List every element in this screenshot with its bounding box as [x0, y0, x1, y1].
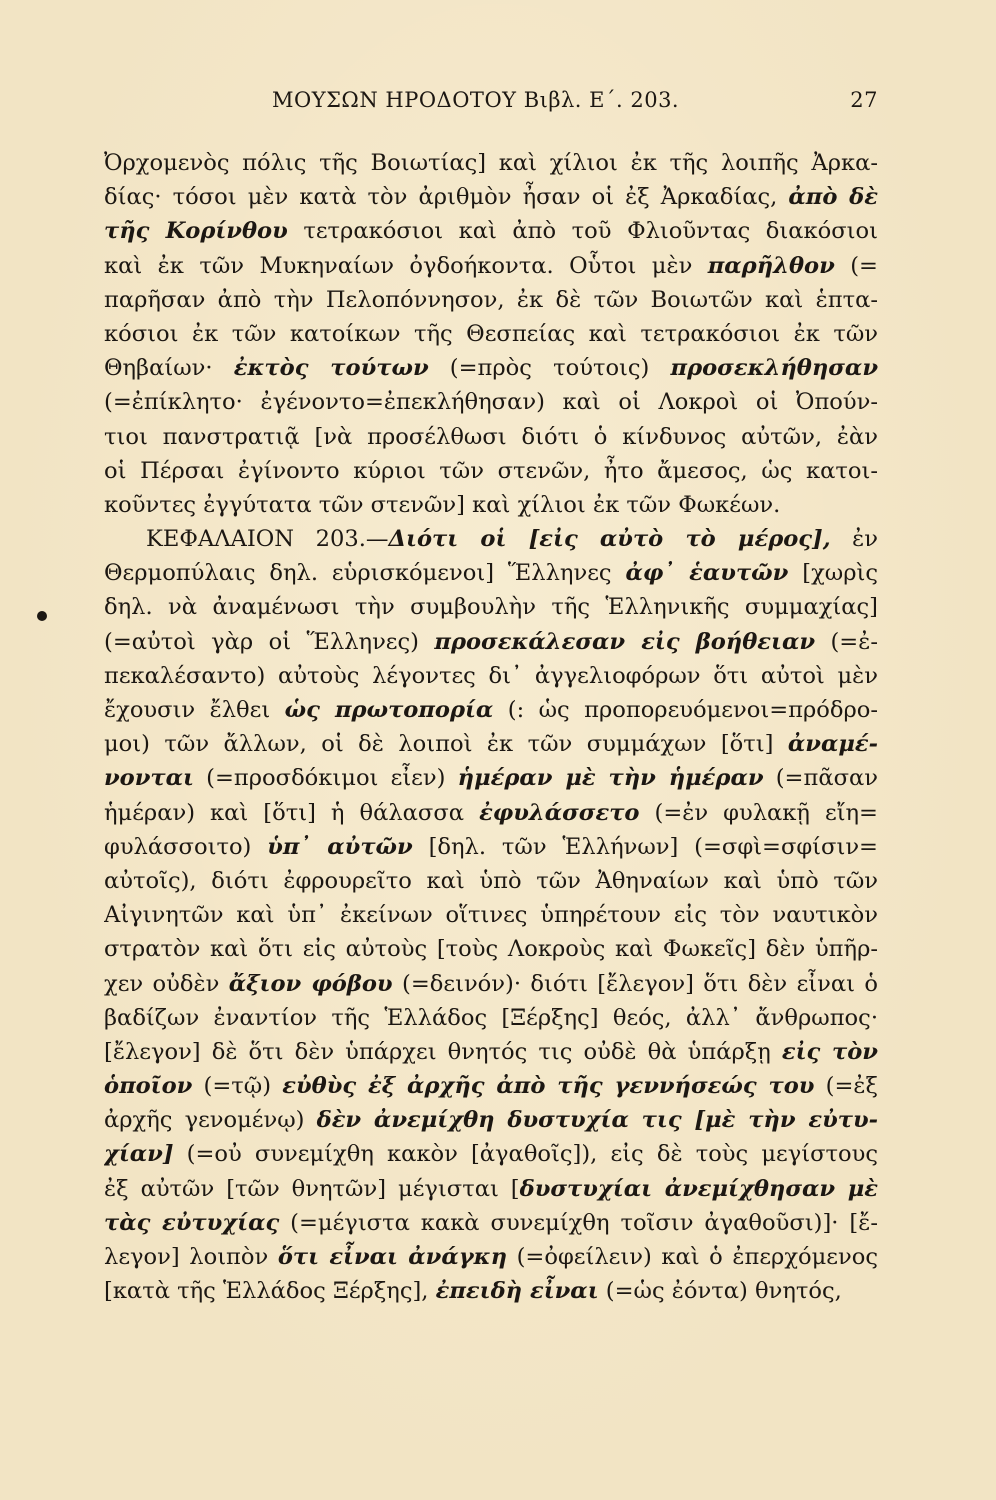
text-run: ἐν [830, 526, 878, 553]
text-line [104, 351, 878, 385]
text-line [104, 659, 878, 693]
text-line [104, 898, 878, 932]
text-line [104, 385, 878, 419]
emphasized-lemma: εὐθὺς ἐξ ἀρχῆς ἀπὸ τῆς γεννήσεώς του [282, 1073, 815, 1100]
text-line [104, 761, 878, 795]
text-run: τιοι πανστρατιᾷ [νὰ προσέλθωσι διότι ὁ κίνδυνος αὐτῶν, ἐὰν [104, 423, 878, 450]
text-line [104, 317, 878, 351]
text-run: (=ὡς ἐόντα) θνητός, [598, 1278, 842, 1305]
running-title: ΜΟΥΣΩΝ ΗΡΟΔΟΤΟΥ Βιβλ. Ε΄. 203. [272, 88, 680, 112]
text-run: (=προσδόκιμοι εἶεν) [193, 765, 458, 792]
text-line [104, 967, 878, 1001]
text-line [104, 727, 878, 761]
emphasized-lemma: ἡμέραν μὲ τὴν ἡμέραν [457, 765, 764, 792]
emphasized-lemma: τῆς Κορίνθου [104, 218, 288, 245]
text-run: βαδίζων ἐναντίον τῆς Ἑλλάδος [Ξέρξης] θεός, ἀλλ᾽ ἄνθρωπος· [104, 1004, 878, 1031]
text-run: (=μέγιστα κακὰ συνεμίχθη τοῖσιν ἀγαθοῦσι)]· [ἔ- [279, 1209, 878, 1236]
emphasized-lemma: Διότι οἱ [εἰς αὐτὸ τὸ μέρος], [388, 526, 831, 553]
text-line [104, 1137, 878, 1171]
page-number: 27 [850, 88, 878, 112]
emphasized-lemma: δυστυχίαι ἀνεμίχθησαν μὲ [519, 1175, 878, 1202]
emphasized-lemma: ὑπ᾽ αὐτῶν [267, 833, 413, 860]
text-line [104, 796, 878, 830]
emphasized-lemma: ἐφυλάσσετο [479, 799, 640, 826]
text-line [104, 522, 878, 556]
text-line [104, 146, 878, 180]
text-run: [δηλ. τῶν Ἑλλήνων] (=σφὶ=σφίσιν= [412, 833, 878, 860]
emphasized-lemma: ἐπειδὴ εἶναι [435, 1278, 599, 1305]
text-run: στρατὸν καὶ ὅτι εἰς αὐτοὺς [τοὺς Λοκροὺς καὶ Φωκεῖς] δὲν ὑπῆρ- [104, 936, 878, 963]
emphasized-lemma: ὡς πρωτοπορία [284, 697, 494, 723]
emphasized-lemma: εἰς τὸν [781, 1038, 878, 1065]
emphasized-lemma: ὁποῖον [104, 1073, 193, 1100]
text-run: φυλάσσοιτο) [104, 833, 268, 860]
text-run: ἐξ αὐτῶν [τῶν θνητῶν] μέγισται [ [104, 1175, 520, 1202]
text-run: (=ὀφείλειν) καὶ ὁ ἐπερχόμενος [507, 1244, 878, 1270]
text-line [104, 214, 878, 248]
text-line [104, 1274, 878, 1308]
running-header [272, 88, 878, 118]
margin-dot-mark [37, 611, 47, 621]
text-run: (=ἐ- [815, 628, 878, 655]
text-run: (= [834, 252, 878, 279]
emphasized-lemma: ἀφ᾽ ἑαυτῶν [625, 560, 789, 587]
text-run: (=δεινόν)· διότι [ἔλεγον] ὅτι δὲν εἶναι ὁ [392, 970, 878, 997]
text-run: (=πᾶσαν [763, 765, 878, 792]
text-line [104, 625, 878, 659]
text-run: δηλ. νὰ ἀναμένωσι τὴν συμβουλὴν τῆς Ἑλληνικῆς συμμαχίας] [104, 594, 878, 621]
text-run: Αἰγινητῶν καὶ ὑπ᾽ ἐκείνων οἵτινες ὑπηρέτουν εἰς τὸν ναυτικὸν [104, 902, 878, 929]
text-run: Θερμοπύλαις δηλ. εὑρισκόμενοι] Ἕλληνες [104, 560, 626, 587]
text-run: ἡμέραν) καὶ [ὅτι] ἡ θάλασσα [104, 799, 480, 826]
text-line [104, 180, 878, 214]
text-run: οἱ Πέρσαι ἐγίνοντο κύριοι τῶν στενῶν, ἦτο ἄμεσος, ὡς κατοι- [104, 457, 878, 484]
emphasized-lemma: προσεκάλεσαν εἰς βοήθειαν [434, 628, 816, 655]
text-run: [χωρὶς [788, 560, 878, 587]
text-run: τετρακόσιοι καὶ ἀπὸ τοῦ Φλιοῦντας διακόσιοι [287, 218, 878, 245]
text-line [104, 420, 878, 454]
text-run: μοι) τῶν ἄλλων, οἱ δὲ λοιποὶ ἐκ τῶν συμμάχων [ὅτι] [104, 731, 788, 758]
text-line [104, 1035, 878, 1069]
text-line [104, 1103, 878, 1137]
emphasized-lemma: δὲν ἀνεμίχθη δυστυχία τις [μὲ τὴν εὐτυ- [316, 1107, 878, 1134]
text-run: Ὀρχομενὸς πόλις τῆς Βοιωτίας] καὶ χίλιοι ἐκ τῆς λοιπῆς Ἀρκα- [104, 150, 878, 176]
text-line [104, 693, 878, 727]
text-line [104, 556, 878, 590]
text-run: λεγον] λοιπὸν [104, 1244, 278, 1270]
text-run: Θηβαίων· [104, 355, 234, 382]
text-line [104, 1240, 878, 1274]
text-line [104, 488, 878, 522]
text-line [104, 1069, 878, 1103]
text-line [104, 1206, 878, 1240]
text-run: παρῆσαν ἀπὸ τὴν Πελοπόννησον, ἐκ δὲ τῶν Βοιωτῶν καὶ ἑπτα- [104, 286, 878, 313]
emphasized-lemma: ἄξιον φόβου [228, 970, 393, 997]
text-line [104, 1172, 878, 1206]
text-run: ἔχουσιν ἔλθει [104, 697, 285, 723]
text-run: δίας· τόσοι μὲν κατὰ τὸν ἀριθμὸν ἦσαν οἱ ἐξ Ἀρκαδίας, [104, 184, 789, 211]
text-line [104, 1001, 878, 1035]
emphasized-lemma: ἐκτὸς τούτων [233, 355, 429, 382]
text-run: (=ἐπίκλητο· ἐγένοντο=ἐπεκλήθησαν) καὶ οἱ Λοκροὶ οἱ Ὀπούν- [104, 389, 878, 416]
text-run: ἀρχῆς γενομένῳ) [104, 1107, 317, 1134]
text-run: πεκαλέσαντο) αὐτοὺς λέγοντες δι᾽ ἀγγελιοφόρων ὅτι αὐτοὶ μὲν [104, 662, 878, 689]
text-line [104, 249, 878, 283]
text-run: καὶ ἐκ τῶν Μυκηναίων ὀγδοήκοντα. Οὗτοι μὲν [104, 252, 708, 279]
emphasized-lemma: χίαν] [104, 1141, 174, 1168]
body-text [104, 146, 878, 1308]
text-line [104, 590, 878, 624]
text-run: ΚΕΦΑΛΑΙΟΝ 203.— [146, 526, 389, 553]
text-run: (: ὡς προπορευόμενοι=πρόδρο- [493, 697, 878, 723]
text-line [104, 830, 878, 864]
text-run: αὐτοῖς), διότι ἐφρουρεῖτο καὶ ὑπὸ τῶν Ἀθηναίων καὶ ὑπὸ τῶν [104, 867, 878, 894]
text-run: (=αὐτοὶ γὰρ οἱ Ἕλληνες) [104, 628, 435, 655]
text-run: [κατὰ τῆς Ἑλλάδος Ξέρξης], [104, 1278, 436, 1305]
text-run: (=οὐ συνεμίχθη κακὸν [ἀγαθοῖς]), εἰς δὲ τοὺς μεγίστους [173, 1141, 878, 1168]
emphasized-lemma: ἀπὸ δὲ [788, 184, 878, 211]
text-run: κοῦντες ἐγγύτατα τῶν στενῶν] καὶ χίλιοι ἐκ τῶν Φωκέων. [104, 491, 781, 518]
text-run: (=ἐξ [814, 1073, 878, 1100]
text-run: [ἔλεγον] δὲ ὅτι δὲν ὑπάρχει θνητός τις οὐδὲ θὰ ὑπάρξῃ [104, 1038, 782, 1065]
emphasized-lemma: προσεκλήθησαν [670, 355, 878, 382]
emphasized-lemma: νονται [104, 765, 194, 792]
emphasized-lemma: παρῆλθον [707, 252, 835, 279]
text-run: χεν οὐδὲν [104, 970, 229, 997]
emphasized-lemma: ἀναμέ- [787, 731, 878, 758]
emphasized-lemma: ὅτι εἶναι ἀνάγκη [277, 1244, 507, 1270]
text-line [104, 283, 878, 317]
emphasized-lemma: τὰς εὐτυχίας [104, 1209, 280, 1236]
text-run: κόσιοι ἐκ τῶν κατοίκων τῆς Θεσπείας καὶ τετρακόσιοι ἐκ τῶν [104, 320, 878, 347]
text-line [104, 932, 878, 966]
text-run: (=πρὸς τούτοις) [428, 355, 671, 382]
text-line [104, 864, 878, 898]
text-run: (=τῷ) [192, 1073, 283, 1100]
text-line [104, 454, 878, 488]
text-run: (=ἐν φυλακῇ εἴη= [639, 799, 878, 826]
